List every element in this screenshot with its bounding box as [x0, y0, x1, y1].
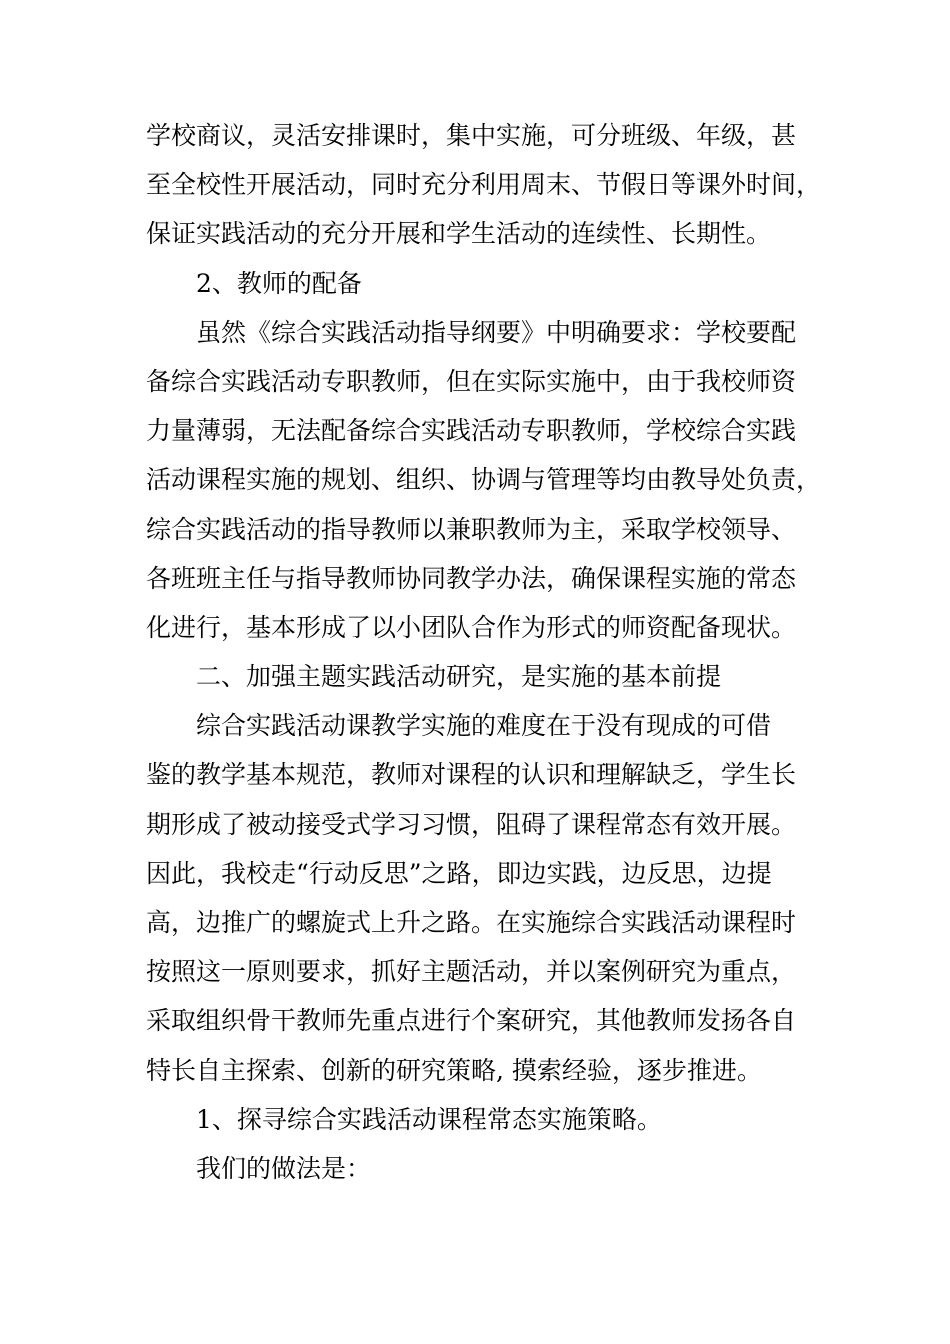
document-body — [146, 111, 846, 1193]
section-heading: 2、教师的配备 — [196, 268, 362, 298]
text-line: 至全校性开展活动，同时充分利用周末、节假日等课外时间， — [146, 170, 822, 200]
text-line: 备综合实践活动专职教师，但在实际实施中，由于我校师资 — [146, 366, 797, 396]
text-line: 化进行，基本形成了以小团队合作为形式的师资配备现状。 — [146, 612, 797, 642]
text-line: 按照这一原则要求，抓好主题活动，并以案例研究为重点， — [146, 957, 797, 987]
section-heading: 二、加强主题实践活动研究，是实施的基本前提 — [196, 662, 722, 692]
text-line: 保证实践活动的充分开展和学生活动的连续性、长期性。 — [146, 219, 772, 249]
section-heading: 1、探寻综合实践活动课程常态实施策略。 — [196, 1104, 662, 1134]
text-line: 高，边推广的螺旋式上升之路。在实施综合实践活动课程时 — [146, 908, 797, 937]
text-line: 因此，我校走“行动反思”之路，即边实践，边反思，边提 — [146, 858, 772, 888]
paragraph-start: 综合实践活动课教学实施的难度在于没有现成的可借 — [196, 711, 772, 741]
text-line: 采取组织骨干教师先重点进行个案研究，其他教师发扬各自 — [146, 1006, 797, 1036]
text-line: 鉴的教学基本规范，教师对课程的认识和理解缺乏，学生长 — [146, 760, 797, 790]
text-line: 活动课程实施的规划、组织、协调与管理等均由教导处负责， — [146, 465, 822, 495]
paragraph-start: 我们的做法是： — [196, 1153, 372, 1183]
text-line: 学校商议，灵活安排课时，集中实施，可分班级、年级，甚 — [146, 121, 797, 150]
text-line: 各班班主任与指导教师协同教学办法，确保课程实施的常态 — [146, 563, 797, 593]
text-line: 期形成了被动接受式学习习惯，阻碍了课程常态有效开展。 — [146, 809, 797, 839]
text-line: 力量薄弱，无法配备综合实践活动专职教师，学校综合实践 — [146, 416, 797, 446]
paragraph-start: 虽然《综合实践活动指导纲要》中明确要求：学校要配 — [196, 317, 797, 347]
text-line: 特长自主探索、创新的研究策略, 摸索经验，逐步推进。 — [146, 1055, 762, 1085]
text-line: 综合实践活动的指导教师以兼职教师为主，采取学校领导、 — [146, 514, 797, 544]
